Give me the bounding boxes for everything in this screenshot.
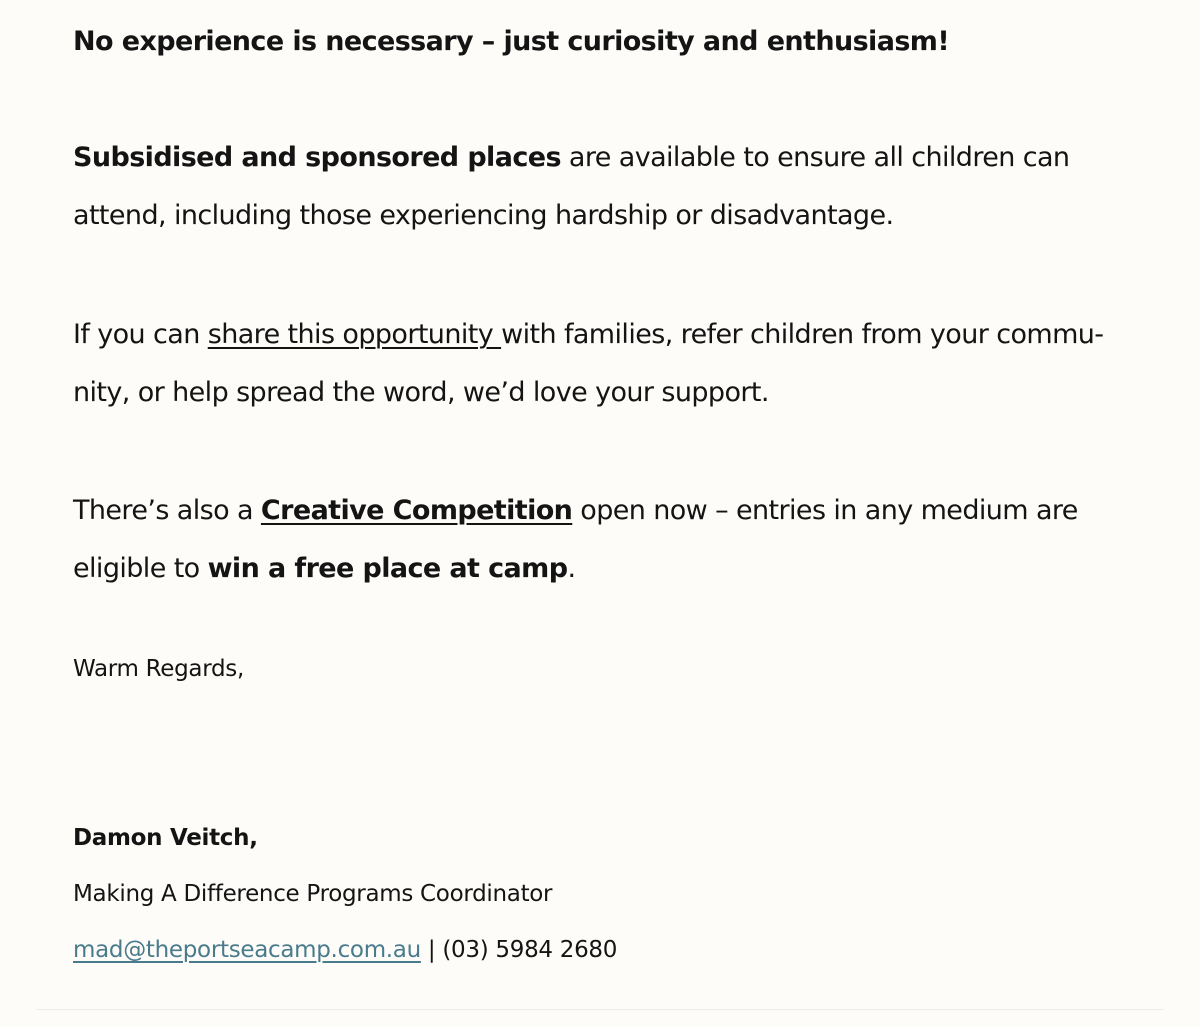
share-lead-text: If you can xyxy=(73,319,208,350)
closing-text: Warm Regards, xyxy=(73,656,244,682)
paragraph-subsidised-places xyxy=(73,129,1133,245)
paragraph-line xyxy=(73,540,1133,598)
phone-number: (03) 5984 2680 xyxy=(442,937,618,963)
paragraph-line xyxy=(73,129,1133,187)
share-opportunity-link[interactable]: share this opportunity xyxy=(207,319,502,350)
paragraph-line xyxy=(73,306,1133,364)
email-link[interactable]: mad@theportseacamp.com.au xyxy=(73,937,421,963)
subsidised-places-bold: Subsidised and sponsored places xyxy=(73,142,561,173)
paragraph-creative-competition xyxy=(73,482,1133,598)
paragraph-line xyxy=(73,482,1133,540)
paragraph-share-opportunity xyxy=(73,306,1133,422)
no-experience-text: No experience is necessary – just curiosity and enthusiasm! xyxy=(73,26,950,57)
paragraph-line: nity, or help spread the word, we’d love your support. xyxy=(73,377,769,408)
eligible-text: eligible to xyxy=(73,553,208,584)
period-text: . xyxy=(567,553,576,584)
paragraph-no-experience xyxy=(73,13,1133,71)
bottom-divider xyxy=(36,1009,1164,1010)
signature-contact xyxy=(73,937,617,963)
creative-competition-link[interactable]: Creative Competition xyxy=(260,495,573,526)
share-rest-text: with families, refer children from your commu- xyxy=(501,319,1104,350)
competition-rest-text: open now – entries in any medium are xyxy=(572,495,1078,526)
paragraph-line: attend, including those experiencing hardship or disadvantage. xyxy=(73,200,894,231)
signature-role: Making A Difference Programs Coordinator xyxy=(73,881,553,907)
contact-separator: | xyxy=(420,937,443,963)
signature-name: Damon Veitch, xyxy=(73,825,258,851)
subsidised-places-text: are available to ensure all children can xyxy=(560,142,1070,173)
free-place-bold: win a free place at camp xyxy=(207,553,568,584)
competition-lead-text: There’s also a xyxy=(73,495,261,526)
